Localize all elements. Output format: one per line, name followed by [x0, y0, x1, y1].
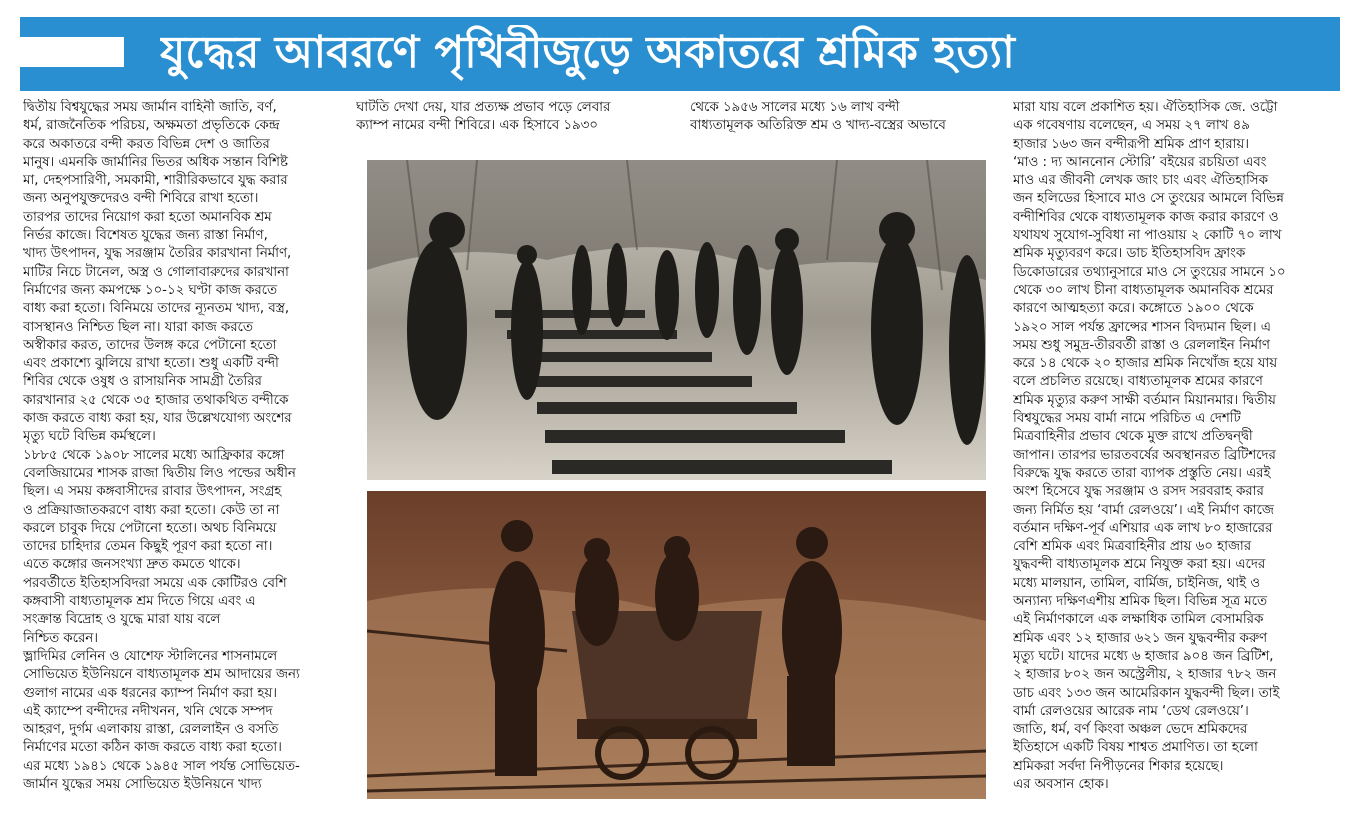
headline: যুদ্ধের আবরণে পৃথিবীজুড়ে অকাতরে শ্রমিক হত্যা: [160, 27, 1015, 78]
article-column-1: দ্বিতীয় বিশ্বযুদ্ধের সময় জার্মান বাহিনী জাতি, বর্ণ, ধর্ম, রাজনৈতিক পরিচয়, অক্ষমতা প্রভৃতিকে কেন্দ্র করে অকাতরে বন্দী করত বিভিন্ন দেশ ও জাতির মানুষ। এমনকি জার্মানির ভিতর অধিক সন্তান বিশিষ্ট মা, দেহপসারিণী, সমকামী, শারীরিকভাবে যুদ্ধ করার জন্য অনুপযুক্তদেরও বন্দী শিবিরে রাখা হতো। তারপর তাদের নিয়োগ করা হতো অমানবিক শ্রম নির্ভর কাজে। বিশেষত যুদ্ধের জন্য রাস্তা নির্মাণ, খাদ্য উৎপাদন, যুদ্ধ সরঞ্জাম তৈরির কারখানা নির্মাণ, মাটির নিচে টানেল, অস্ত্র ও গোলাবারুদের কারখানা নির্মাণের জন্য কমপক্ষে ১০-১২ ঘণ্টা কাজ করতে বাধ্য করা হতো। বিনিময়ে তাদের ন্যূনতম খাদ্য, বস্ত্র, বাসস্থানও নিশ্চিত ছিল না। যারা কাজ করতে অস্বীকার করত, তাদের উলঙ্গ করে পেটানো হতো এবং প্রকাশ্যে ঝুলিয়ে রাখা হতো। শুধু একটি বন্দী শিবির থেকে ওষুধ ও রাসায়নিক সামগ্রী তৈরির কারখানার ২৫ থেকে ৩৫ হাজার তথাকথিত বন্দীকে কাজ করতে বাধ্য করা হয়, যার উল্লেখযোগ্য অংশের মৃত্যু ঘটে বিভিন্ন কর্মস্থলে। ১৮৮৫ থেকে ১৯০৮ সালের মধ্যে আফ্রিকার কঙ্গো বেলজিয়ামের শাসক রাজা দ্বিতীয় লিও পল্ডের অধীন ছিল। এ সময় কঙ্গবাসীদের রাবার উৎপাদন, সংগ্রহ ও প্রক্রিয়াজাতকরণে বাধ্য করা হতো। কেউ তা না করলে চাবুক দিয়ে পেটানো হতো। অথচ বিনিময়ে তাদের চাহিদার তেমন কিছুই পূরণ করা হতো না। এতে কঙ্গোর জনসংখ্যা দ্রুত কমতে থাকে। পরবর্তীতে ইতিহাসবিদরা সময়ে এক কোটিরও বেশি কঙ্গবাসী বাধ্যতামূলক শ্রম দিতে গিয়ে এবং এ সংক্রান্ত বিদ্রোহ ও যুদ্ধে মারা যায় বলে নিশ্চিত করেন। ভ্লাদিমির লেনিন ও যোশেফ স্টালিনের শাসনামলে সোভিয়েত ইউনিয়নে বাধ্যতামূলক শ্রম আদায়ের জন্য গুলাগ নামের এক ধরনের ক্যাম্প নির্মাণ করা হয়। এই ক্যাম্পে বন্দীদের নদীখনন, খনি থেকে সম্পদ আহরণ, দুর্গম এলাকায় রাস্তা, রেললাইন ও বসতি নির্মাণের মতো কঠিন কাজ করতে বাধ্য করা হতো। এর মধ্যে ১৯৪১ থেকে ১৯৪৫ সাল পর্যন্ত সোভিয়েত- জার্মান যুদ্ধের সময় সোভিয়েত ইউনিয়নে খাদ্য: [23, 100, 300, 792]
article-column-3: থেকে ১৯৫৬ সালের মধ্যে ১৬ লাখ বন্দী বাধ্যতামূলক অতিরিক্ত শ্রম ও খাদ্য-বস্ত্রের অভাবে: [690, 100, 946, 134]
headline-banner: [20, 17, 1340, 91]
railway-workers-photo: [367, 160, 986, 480]
banner-notch: [20, 37, 124, 67]
mine-cart-workers-photo: [367, 491, 986, 799]
article-column-2: ঘাটতি দেখা দেয়, যার প্রত্যক্ষ প্রভাব পড়ে লেবার ক্যাম্প নামের বন্দী শিবিরে। এক হিসাবে ১৯৩০: [356, 100, 611, 134]
article-column-4: মারা যায় বলে প্রকাশিত হয়। ঐতিহাসিক জে. ওট্টো এক গবেষণায় বলেছেন, এ সময় ২৭ লাখ ৪৯ হাজার ১৬৩ জন বন্দীরূপী শ্রমিক প্রাণ হারায়। ‘মাও : দ্য আননোন স্টোরি’ বইয়ের রচয়িতা এবং মাও এর জীবনী লেখক জাং চাং এবং ঐতিহাসিক জন হলিডের হিসাবে মাও সে তুংয়ের আমলে বিভিন্ন বন্দীশিবির থেকে বাধ্যতামূলক কাজ করার কারণে ও যথাযথ সুযোগ-সুবিধা না পাওয়ায় ২ কোটি ৭০ লাখ শ্রমিক মৃত্যুবরণ করে। ডাচ ইতিহাসবিদ ফ্রাংক ডিকোডারের তথ্যানুসারে মাও সে তুংয়ের সামনে ১০ থেকে ৩০ লাখ চীনা বাধ্যতামূলক অমানবিক শ্রমের কারণে আত্মহত্যা করে। কঙ্গোতে ১৯০০ থেকে ১৯২০ সাল পর্যন্ত ফ্রান্সের শাসন বিদ্যমান ছিল। এ সময় শুধু সমুদ্র-তীরবর্তী রাস্তা ও রেললাইন নির্মাণ করে ১৪ থেকে ২০ হাজার শ্রমিক নিখোঁজ হয়ে যায় বলে প্রচলিত রয়েছে। বাধ্যতামূলক শ্রমের কারণে শ্রমিক মৃত্যুর করুণ সাক্ষী বর্তমান মিয়ানমার। দ্বিতীয় বিশ্বযুদ্ধের সময় বার্মা নামে পরিচিত এ দেশটি মিত্রবাহিনীর প্রভাব থেকে মুক্ত রাখে প্রতিদ্বন্দ্বী জাপান। তারপর ভারতবর্ষের অবস্থানরত ব্রিটিশদের বিরুদ্ধে যুদ্ধ করতে তারা ব্যাপক প্রস্তুতি নেয়। এরই অংশ হিসেবে যুদ্ধ সরঞ্জাম ও রসদ সরবরাহ করার জন্য নির্মিত হয় ‘বার্মা রেলওয়ে’। এই নির্মাণ কাজে বর্তমান দক্ষিণ-পূর্ব এশিয়ার এক লাখ ৮০ হাজারের বেশি শ্রমিক এবং মিত্রবাহিনীর প্রায় ৬০ হাজার যুদ্ধবন্দী বাধ্যতামূলক শ্রমে নিযুক্ত করা হয়। এদের মধ্যে মালয়ান, তামিল, বার্মিজ, চাইনিজ, থাই ও অন্যান্য দক্ষিণএশীয় শ্রমিক ছিল। বিভিন্ন সূত্র মতে এই নির্মাণকালে এক লক্ষাধিক তামিল বেসামরিক শ্রমিক এবং ১২ হাজার ৬২১ জন যুদ্ধবন্দীর করুণ মৃত্যু ঘটে। যাদের মধ্যে ৬ হাজার ৯০৪ জন ব্রিটিশ, ২ হাজার ৮০২ জন অস্ট্রেলীয়, ২ হাজার ৭৮২ জন ডাচ এবং ১৩৩ জন আমেরিকান যুদ্ধবন্দী ছিল। তাই বার্মা রেলওয়ের আরেক নাম ‘ডেথ রেলওয়ে’। জাতি, ধর্ম, বর্ণ কিংবা অঞ্চল ভেদে শ্রমিকদের ইতিহাসে একটি বিষয় শাশ্বত প্রমাণিত। তা হলো শ্রমিকরা সর্বদা নিপীড়নের শিকার হয়েছে। এর অবসান হোক।: [1013, 100, 1286, 792]
